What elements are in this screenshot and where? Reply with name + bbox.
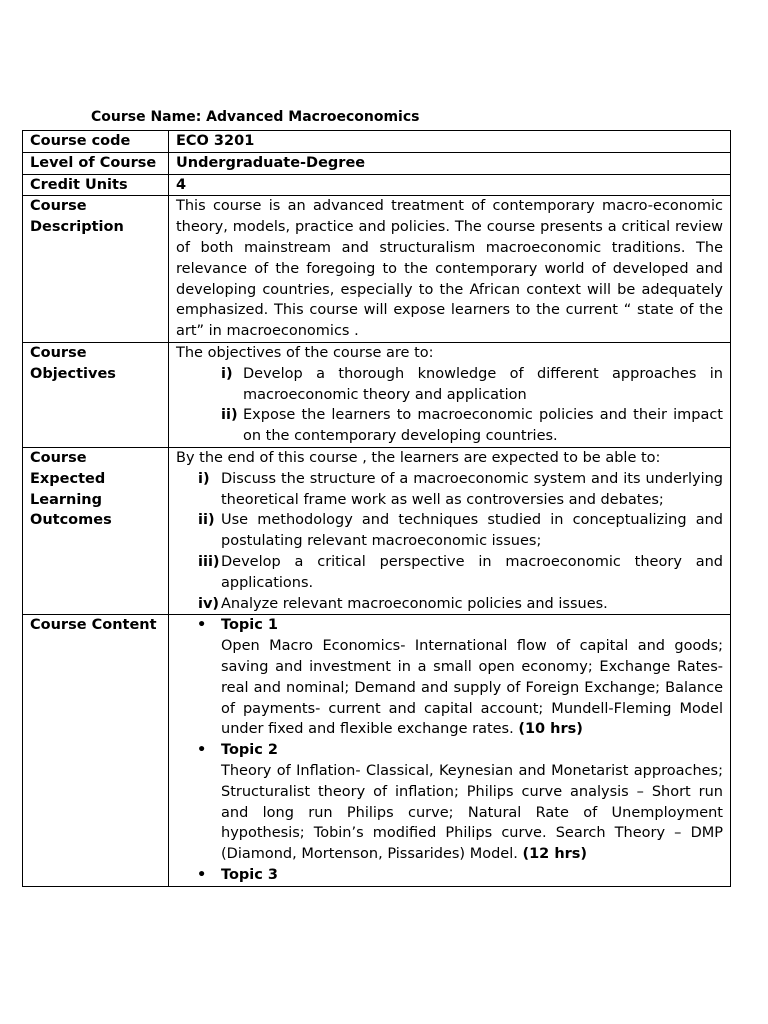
objectives-intro: The objectives of the course are to: — [176, 344, 434, 361]
row-learning-outcomes — [23, 447, 731, 614]
level-label: Level of Course — [23, 152, 169, 174]
credit-units-value: 4 — [169, 174, 731, 196]
topic-text: Theory of Inflation- Classical, Keynesian and Monetarist approaches; Structuralist theory of inflation; Philips curve analysis – Short run and long run Philips curve; Natural Rate of Unemployment hypothesis; Tobin’s modified Philips curve. Search Theory – DMP (Diamond, Mortenson, Pissarides) Model. — [221, 762, 723, 863]
outcome-text: Analyze relevant macroeconomic policies and issues. — [221, 595, 608, 612]
level-value: Undergraduate-Degree — [169, 152, 731, 174]
topics-list — [176, 615, 723, 885]
row-credit-units — [23, 174, 731, 196]
row-course-content — [23, 615, 731, 886]
objectives-list — [176, 364, 723, 447]
bullet-icon: • — [197, 866, 207, 883]
outcome-text: Use methodology and techniques studied in conceptualizing and postulating relevant macroeconomic issues; — [221, 512, 723, 550]
topic-body — [221, 636, 723, 740]
objective-text: Expose the learners to macroeconomic policies and their impact on the contemporary developing countries. — [243, 407, 723, 445]
topic-body — [221, 761, 723, 865]
list-item — [197, 865, 723, 886]
topic-title: Topic 2 — [221, 742, 279, 759]
outcomes-list — [176, 469, 723, 615]
objective-text: Develop a thorough knowledge of different approaches in macroeconomic theory and application — [243, 365, 723, 403]
outcome-text: Develop a critical perspective in macroeconomic theory and applications. — [221, 553, 723, 591]
topic-title: Topic 3 — [221, 866, 279, 883]
row-level-of-course — [23, 152, 731, 174]
list-item — [197, 740, 723, 865]
credit-units-label: Credit Units — [23, 174, 169, 196]
description-label: Course Description — [23, 196, 169, 343]
objective-number: ii) — [221, 407, 238, 424]
topic-hours: (10 hrs) — [518, 721, 583, 738]
objective-number: i) — [221, 365, 233, 382]
outcome-number: ii) — [198, 512, 215, 529]
topic-text: Open Macro Economics- International flow of capital and goods; saving and investment in a small open economy; Exchange Rates-real and nominal; Demand and supply of Foreign Exchange; Balance of payments- current and capital account; Mundell-Fleming Model under fixed and flexible exchange rates. — [221, 638, 723, 738]
outcomes-cell — [169, 447, 731, 614]
outcome-number: iii) — [198, 553, 220, 570]
course-code-label: Course code — [23, 131, 169, 153]
row-course-objectives — [23, 342, 731, 447]
outcome-number: iv) — [198, 595, 220, 612]
topic-hours: (12 hrs) — [522, 846, 588, 863]
outcomes-label: Course Expected Learning Outcomes — [23, 447, 169, 614]
outcome-text: Discuss the structure of a macroeconomic system and its underlying theoretical frame work as well as controversies and debates; — [221, 470, 723, 508]
outcomes-intro: By the end of this course , the learners are expected to be able to: — [176, 449, 661, 466]
list-item — [198, 552, 723, 594]
list-item — [198, 510, 723, 552]
list-item — [221, 364, 723, 406]
list-item — [198, 594, 723, 615]
row-course-code — [23, 131, 731, 153]
topic-title: Topic 1 — [221, 617, 279, 634]
content-label: Course Content — [23, 615, 169, 886]
course-code-value: ECO 3201 — [169, 131, 731, 153]
objectives-cell — [169, 342, 731, 447]
list-item — [221, 405, 723, 447]
row-course-description — [23, 196, 731, 343]
objectives-label: Course Objectives — [23, 342, 169, 447]
course-outline-table — [22, 130, 731, 887]
description-cell — [169, 196, 731, 343]
outcome-number: i) — [198, 470, 210, 487]
list-item — [197, 615, 723, 740]
description-text: This course is an advanced treatment of contemporary macro-economic theory, models, practice and policies. The course presents a critical review of both mainstream and structuralism macroeconomic traditions. The relevance of the foregoing to the contemporary world of developed and developing countries, especially to the African context will be adequately emphasized. This course will expose learners to the current “ state of the art” in macroeconomics . — [176, 198, 723, 340]
bullet-icon: • — [197, 742, 207, 759]
content-cell — [169, 615, 731, 886]
course-name-title: Course Name: Advanced Macroeconomics — [91, 109, 420, 125]
bullet-icon: • — [197, 617, 207, 634]
list-item — [198, 469, 723, 511]
